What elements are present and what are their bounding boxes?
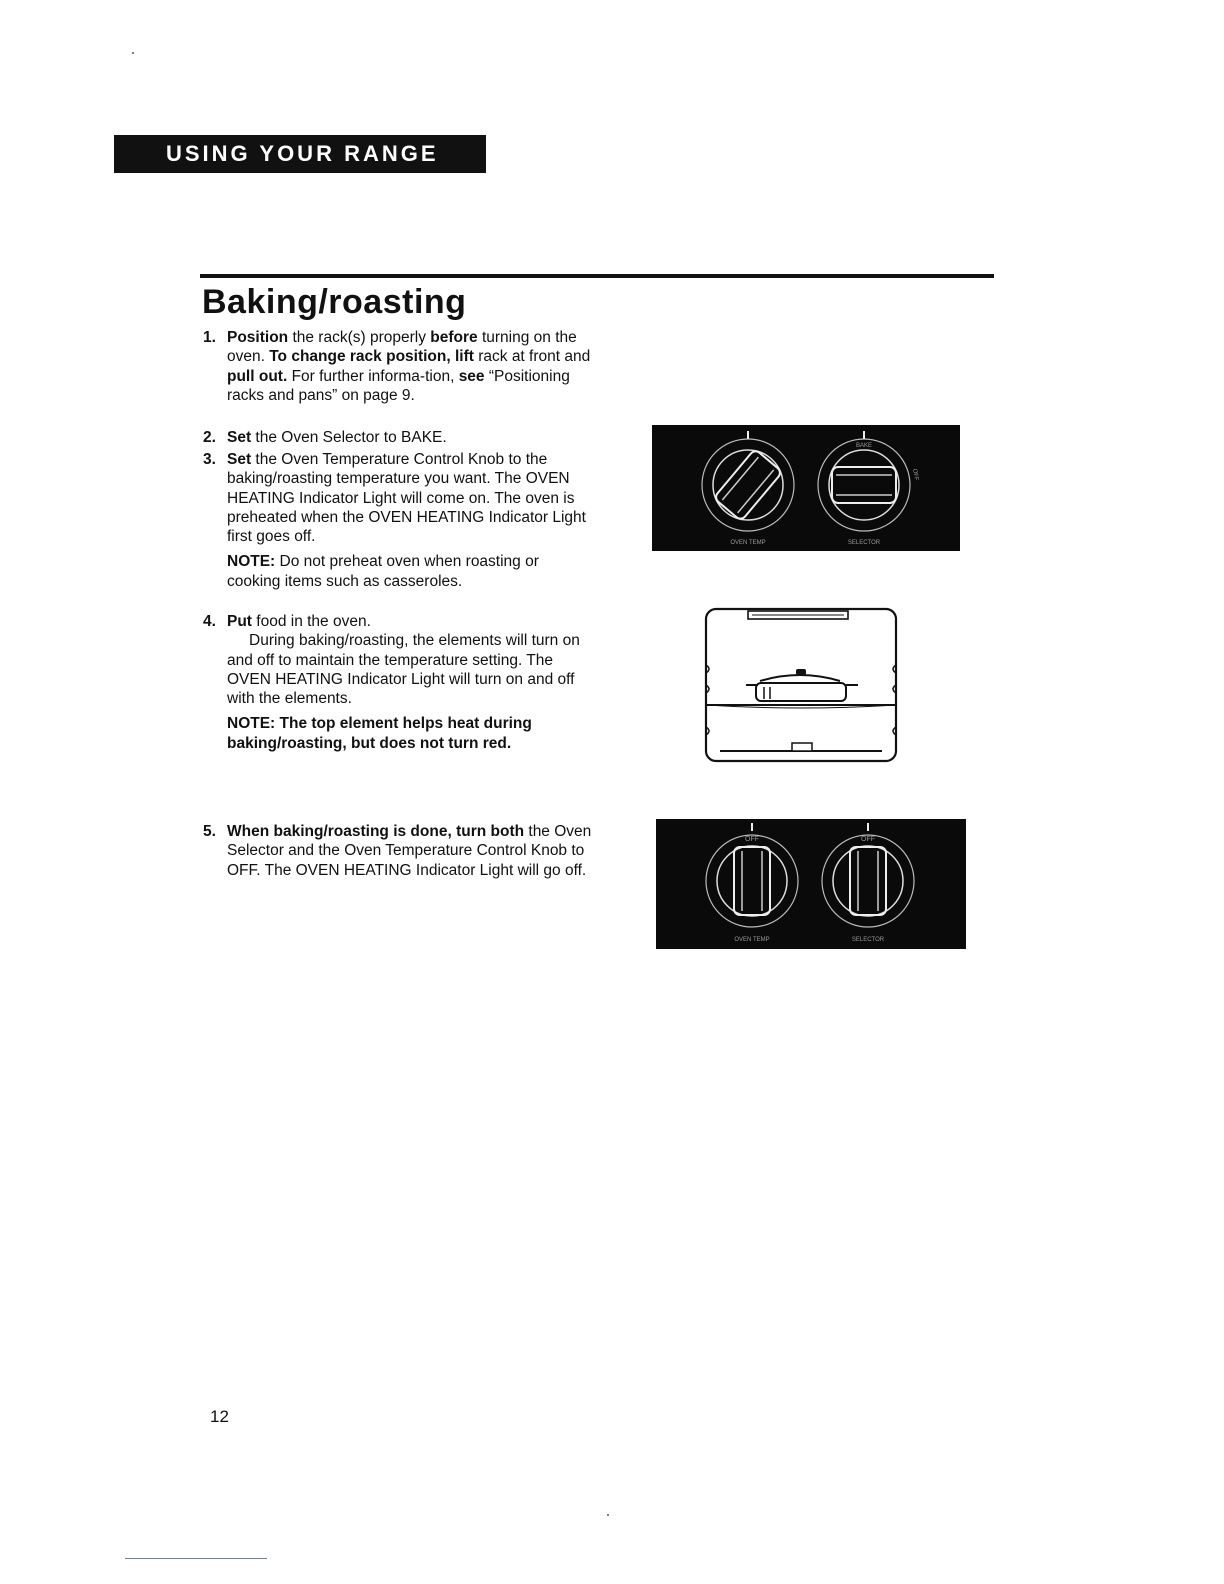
text-run: the rack(s) properly — [288, 329, 431, 346]
step-3 — [203, 450, 593, 591]
step-note — [227, 714, 593, 753]
step-number: 1. — [203, 329, 216, 346]
bold-run: Set — [227, 429, 252, 446]
step-text — [227, 450, 593, 546]
step-number: 5. — [203, 823, 216, 840]
knobs-off-illustration — [656, 819, 966, 949]
bold-run: Set — [227, 451, 252, 468]
selector-dial-off-text: OFF — [861, 836, 875, 843]
selector-label: SELECTOR — [851, 937, 885, 943]
step-number: 3. — [203, 451, 216, 468]
text-run: For further informa-tion, — [287, 367, 459, 385]
page-number: 12 — [210, 1407, 229, 1426]
text-run: Do not preheat oven when roasting or cooking items such as casseroles. — [227, 553, 539, 590]
knobs-bake-illustration — [652, 425, 960, 551]
page-title: Baking/roasting — [202, 283, 467, 321]
step-paragraph: During baking/roasting, the elements will turn on and off to maintain the temperature setting. The OVEN HEATING Indicator Light will turn on and off with the elements. — [227, 632, 580, 708]
selector-label: SELECTOR — [847, 540, 881, 546]
bold-run: When baking/roasting is done, turn both — [227, 823, 525, 840]
step-note — [227, 552, 593, 591]
scan-speck — [132, 52, 134, 54]
bold-run: see — [458, 367, 485, 385]
text-run: the Oven Selector and the Oven Temperature Control Knob to OFF. The OVEN HEATING Indicator Light will go off. — [227, 823, 592, 879]
bold-run: pull out. — [227, 367, 288, 385]
section-banner: USING YOUR RANGE — [114, 135, 486, 173]
temp-dial-off-text: OFF — [745, 836, 759, 843]
bold-run: NOTE: — [227, 553, 276, 571]
oven-temp-label: OVEN TEMP — [730, 540, 766, 546]
section-rule — [200, 274, 994, 278]
step-5 — [203, 822, 593, 880]
temp-dial-text: OFF — [910, 468, 919, 482]
text-run: “Positioning racks and pans” on page 9. — [227, 367, 570, 404]
step-4 — [203, 612, 593, 753]
text-run: the Oven Selector to BAKE. — [251, 429, 447, 446]
selector-dial-text: BAKE — [855, 443, 873, 449]
step-text — [227, 822, 593, 880]
text-run: food in the oven. — [251, 613, 371, 630]
bold-run: NOTE: The top element helps heat during baking/roasting, but does not turn red. — [227, 715, 532, 752]
text-run: the Oven Temperature Control Knob to the baking/roasting temperature you want. The OVEN HEATING Indicator Light will come on. The oven is preheated when the OVEN HEATING Indicator Light first goes off. — [227, 451, 586, 546]
step-text — [227, 428, 593, 447]
bold-run: To change rack position, lift — [269, 348, 474, 366]
step-1 — [203, 328, 593, 405]
step-number: 4. — [203, 613, 216, 630]
step-text — [227, 328, 593, 405]
step-text — [227, 612, 593, 631]
text-run: rack at front and — [473, 348, 591, 366]
scan-speck — [607, 1514, 609, 1516]
step-number: 2. — [203, 429, 216, 446]
text-run: turning on the oven. — [227, 329, 577, 366]
oven-cavity-illustration — [700, 605, 904, 765]
bold-run: Put — [227, 613, 252, 630]
oven-temp-label: OVEN TEMP — [734, 937, 770, 943]
step-2 — [203, 428, 593, 447]
footer-line — [125, 1558, 267, 1559]
bold-run: before — [430, 329, 478, 346]
bold-run: Position — [227, 329, 289, 346]
